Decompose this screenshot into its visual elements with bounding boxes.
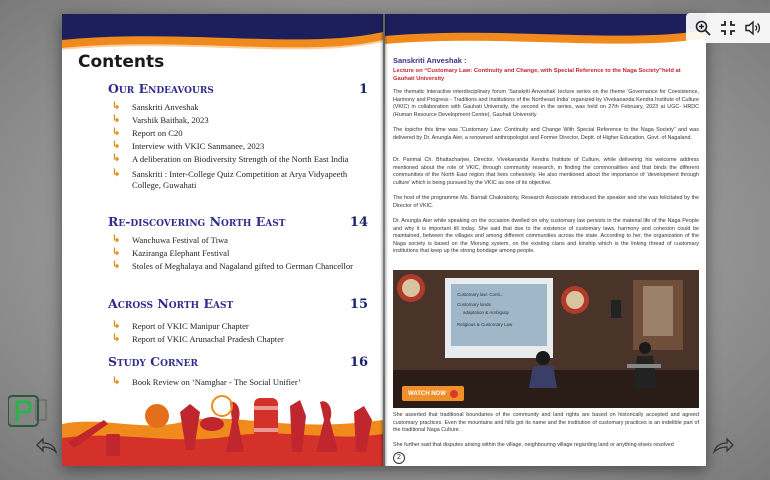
arrow-icon: ↳ <box>112 333 121 344</box>
event-photo <box>393 270 699 408</box>
article-paragraph: She further said that disputes arising within the village, neighbouring village regarding land or anything elseis resolved <box>393 442 674 448</box>
toc-item[interactable]: ↳ Report of VKIC Manipur Chapter <box>112 320 249 331</box>
article-paragraph: The thematic interactive interdisciplinary forum ‘Sanskriti Anveshak’ lecture series on the theme ‘Governance for Coexistence, Harmony and Progress - Traditions and Institutions of the Northeast India’ organized by Vivekananda Kendra Institute of Culture (VKIC) in collaboration with Gauhati University, the second in the series, was held on 27th February, 2023 at UGC- HRDC (Human Resource Development Centre), Gauhati University <box>393 89 699 118</box>
article-page <box>385 14 706 466</box>
toc-item[interactable]: ↳ Sanskriti Anveshak <box>112 101 199 112</box>
slide-line: Religious & Customary Law <box>457 322 513 327</box>
article-title: Sanskriti Anveshak : <box>393 56 467 65</box>
toc-item[interactable]: ↳ Sanskriti : Inter-College Quiz Competition at Arya Vidyapeeth College, Guwahati <box>112 168 348 190</box>
arrow-icon: ↳ <box>112 114 121 125</box>
sound-toggle-button[interactable] <box>743 18 763 38</box>
contents-page <box>62 14 383 466</box>
exit-fullscreen-icon <box>720 20 736 36</box>
article-paragraph: The host of the programme Ms. Barnali Chakraborty, Research Associate introduced the speaker and she was felicitated by the Director of VKIC. <box>393 195 699 209</box>
arrow-icon: ↳ <box>112 320 121 331</box>
page-number: 2 <box>393 452 405 464</box>
toc-item[interactable]: ↳ Book Review on ‘Namghar - The Social Unifier’ <box>112 376 301 387</box>
section-page-number: 14 <box>349 215 368 230</box>
arrow-icon: ↳ <box>112 260 121 271</box>
arrow-icon: ↳ <box>112 140 121 151</box>
toc-item[interactable]: ↳ Varshik Baithak, 2023 <box>112 114 209 125</box>
section-title[interactable]: Re-discovering North East <box>108 214 286 229</box>
slide-line: Customary lands <box>457 302 491 307</box>
flipbook <box>62 14 706 466</box>
viewer-toolbar <box>686 13 770 43</box>
toc-item[interactable]: ↳ Report of VKIC Arunachal Pradesh Chapter <box>112 333 284 344</box>
section-our-endeavours <box>108 81 368 193</box>
arrow-icon: ↳ <box>112 153 121 164</box>
slide-line: Customary law: Conti... <box>457 292 504 297</box>
section-title[interactable]: Across North East <box>108 296 234 311</box>
speaker-icon <box>745 20 761 36</box>
toc-item[interactable]: ↳ Wanchuwa Festival of Tiwa <box>112 234 228 245</box>
book-gutter <box>380 14 388 466</box>
arrow-icon: ↳ <box>112 376 121 387</box>
play-icon <box>450 390 458 398</box>
arrow-icon: ↳ <box>112 101 121 112</box>
section-page-number: 16 <box>349 355 368 370</box>
toc-item[interactable]: ↳ Kaziranga Elephant Festival <box>112 247 230 258</box>
toc-item[interactable]: ↳ Interview with VKIC Sanmanee, 2023 <box>112 140 265 151</box>
zoom-in-icon <box>695 20 711 36</box>
section-page-number: 1 <box>358 82 368 97</box>
section-title[interactable]: Our Endeavours <box>108 81 214 96</box>
section-across-north-east <box>108 296 368 347</box>
toc-item[interactable]: ↳ A deliberation on Biodiversity Strength of the North East India <box>112 153 349 164</box>
contents-heading: Contents <box>78 52 165 72</box>
prev-page-icon[interactable] <box>36 437 58 455</box>
arrow-icon: ↳ <box>112 127 121 138</box>
zoom-in-button[interactable] <box>693 18 713 38</box>
section-title[interactable]: Study Corner <box>108 354 198 369</box>
arrow-icon: ↳ <box>112 234 121 245</box>
toc-item[interactable]: ↳ Stoles of Meghalaya and Nagaland gifted to German Chancellor <box>112 260 353 271</box>
cultural-illustration <box>62 376 383 466</box>
slide-line: adaptation & Ambiguity <box>463 310 510 315</box>
section-rediscovering-north-east <box>108 214 368 274</box>
publisher-logo <box>8 394 68 434</box>
arrow-icon: ↳ <box>112 247 121 258</box>
toc-item[interactable]: ↳ Report on C20 <box>112 127 183 138</box>
article-paragraph: Dr. Anungla Aier while speaking on the occasion dwelled on why customary law persists in the material life of the Naga People and why it is important till today. She said that due to the existence of customary laws, harmony and cohesion could be maintained, between the villages and among different communities across the state. According to her, the organization of the Naga society is based on the Morung system, on the existing clans and kinship which is the linking thread of customary institutions that keep up the strong bondage among people. <box>393 218 699 255</box>
section-page-number: 15 <box>349 297 368 312</box>
header-wave-band <box>385 14 706 74</box>
next-page-icon[interactable] <box>712 437 734 455</box>
article-paragraph: The topicfor this time was “Customary Law: Continuity and Change With Special Reference to the Naga Society” and was delivered by Dr. Anungla Aier, a renowned anthropologist and Former Director, Deptt. of Higher Education, Govt. of Nagaland. <box>393 127 699 141</box>
lecture-subtitle: Lecture on “Customary Law: Continuity and Change, with Special Reference to the Naga Society”held at Gauhati University <box>393 68 681 82</box>
article-paragraph: Dr. Parimal Ch. Bhattacharjee, Director, Vivekananda Kendra Institute of Culture, while delivering his welcome address mentioned about the role of VKIC, through community research, in finding the commonalities and that binds the different communities of the North East region that lives cohesively. He also mentioned about the importance of ‘development through culture’ which is being pursued by the VKIC as one of its objective. <box>393 157 699 186</box>
arrow-icon: ↳ <box>112 168 121 179</box>
article-paragraph: She asserted that traditional boundaries of the community and land rights are based on historically accepted and agreed customary practices. Even the mountains and hills got its name and the institution of customary practices is an indelible part of the traditional Naga Culture. <box>393 412 699 434</box>
exit-fullscreen-button[interactable] <box>718 18 738 38</box>
watch-now-button[interactable]: WATCH NOW <box>402 386 464 401</box>
